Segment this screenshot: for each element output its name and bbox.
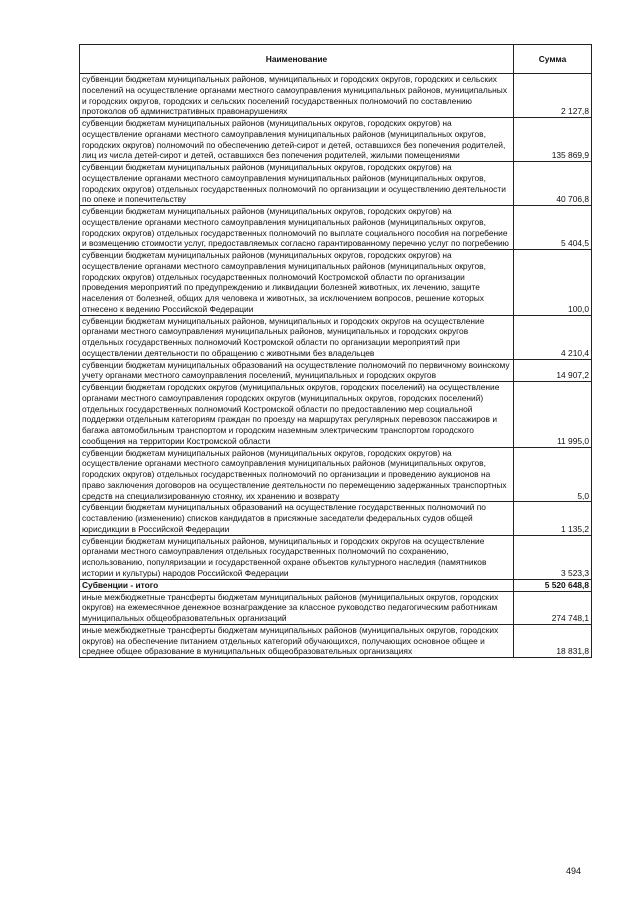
- table-row: [80, 162, 592, 206]
- row-sum-cell: 135 869,9: [514, 118, 592, 162]
- table-row: [80, 591, 592, 624]
- name-column-header: Наименование: [80, 45, 514, 74]
- row-name-cell: субвенции бюджетам муниципальных районов, муниципальных и городских округов на осуществление органами местного самоуправления муниципальных районов, муниципальных и городских округов отдельных государственных полномочий Костромской области по организации мероприятий при осуществлении деятельности по обращению с животными без владельцев: [80, 315, 514, 359]
- table-body: [80, 74, 592, 658]
- table-row: [80, 535, 592, 579]
- row-name-cell: субвенции бюджетам городских округов (муниципальных округов, городских поселений) на осуществление органами местного самоуправления городских округов (муниципальных округов, городских поселений) отдельных государственных полномочий Костромской области по предоставлению мер социальной поддержки отдельным категориям граждан по проезду на маршрутах регулярных перевозок пассажиров и багажа автомобильным транспортом и городским наземным электрическим транспортом городского сообщения на территории Костромской области: [80, 382, 514, 448]
- table-row: [80, 624, 592, 657]
- row-sum-cell: 14 907,2: [514, 359, 592, 382]
- row-sum-cell: 5,0: [514, 447, 592, 502]
- table-row: [80, 382, 592, 448]
- sum-column-header: Сумма: [514, 45, 592, 74]
- row-name-cell: субвенции бюджетам муниципальных районов, муниципальных и городских округов, городских и сельских поселений на осуществление органами местного самоуправления муниципальных районов, муниципальных и городских округов, городских и сельских поселений государственных полномочий по составлению протоколов об административных правонарушениях: [80, 74, 514, 118]
- table-row: [80, 74, 592, 118]
- row-name-cell: субвенции бюджетам муниципальных районов, муниципальных и городских округов на осуществление органами местного самоуправления отдельных государственных полномочий по сохранению, использованию, популяризации и государственной охране объектов культурного наследия (памятников истории и культуры) народов Российской Федерации: [80, 535, 514, 579]
- row-sum-cell: 11 995,0: [514, 382, 592, 448]
- row-sum-cell: 40 706,8: [514, 162, 592, 206]
- row-name-cell: субвенции бюджетам муниципальных районов (муниципальных округов, городских округов) на осуществление органами местного самоуправления муниципальных районов (муниципальных округов, городских округов) отдельных государственных полномочий по выплате социального пособия на погребение и возмещению стоимости услуг, предоставляемых согласно гарантированному перечню услуг по погребению: [80, 206, 514, 250]
- table-row: [80, 315, 592, 359]
- table-row: [80, 206, 592, 250]
- subventions-table: [79, 44, 592, 658]
- table-row: [80, 359, 592, 382]
- table-row: [80, 502, 592, 535]
- budget-document: [79, 44, 591, 658]
- row-name-cell: субвенции бюджетам муниципальных районов (муниципальных округов, городских округов) на осуществление органами местного самоуправления муниципальных районов (муниципальных округов, городских округов) полномочий по обеспечению детей-сирот и детей, оставшихся без попечения родителей, лиц из числа детей-сирот и детей, оставшихся без попечения родителей, жилыми помещениями: [80, 118, 514, 162]
- row-name-cell: субвенции бюджетам муниципальных районов (муниципальных округов, городских округов) на осуществление органами местного самоуправления муниципальных районов (муниципальных округов, городских округов) отдельных государственных полномочий по организации и осуществлению деятельности по опеке и попечительству: [80, 162, 514, 206]
- table-row: [80, 118, 592, 162]
- row-name-cell: субвенции бюджетам муниципальных образований на осуществление государственных полномочий по составлению (изменению) списков кандидатов в присяжные заседатели федеральных судов общей юрисдикции в Российской Федерации: [80, 502, 514, 535]
- row-name-cell: субвенции бюджетам муниципальных образований на осуществление полномочий по первичному воинскому учету органами местного самоуправления поселений, муниципальных и городских округов: [80, 359, 514, 382]
- row-sum-cell: 3 523,3: [514, 535, 592, 579]
- row-sum-cell: 4 210,4: [514, 315, 592, 359]
- row-sum-cell: 2 127,8: [514, 74, 592, 118]
- table-row: [80, 250, 592, 316]
- row-name-cell: Субвенции - итого: [80, 579, 514, 591]
- row-sum-cell: 274 748,1: [514, 591, 592, 624]
- row-sum-cell: 18 831,8: [514, 624, 592, 657]
- row-sum-cell: 5 404,5: [514, 206, 592, 250]
- row-sum-cell: 5 520 648,8: [514, 579, 592, 591]
- table-row: [80, 447, 592, 502]
- row-sum-cell: 1 135,2: [514, 502, 592, 535]
- page-number: 494: [566, 866, 582, 876]
- total-row: [80, 579, 592, 591]
- row-name-cell: иные межбюджетные трансферты бюджетам муниципальных районов (муниципальных округов, городских округов) на обеспечение питанием отдельных категорий обучающихся, получающих основное общее и среднее общее образование в муниципальных общеобразовательных организациях: [80, 624, 514, 657]
- row-name-cell: субвенции бюджетам муниципальных районов (муниципальных округов, городских округов) на осуществление органами местного самоуправления муниципальных районов (муниципальных округов, городских округов) отдельных государственных полномочий Костромской области по организации проведения мероприятий по предупреждению и ликвидации болезней животных, их лечению, защите населения от болезней, общих для человека и животных, за исключением вопросов, решение которых отнесено к ведению Российской Федерации: [80, 250, 514, 316]
- row-name-cell: иные межбюджетные трансферты бюджетам муниципальных районов (муниципальных округов, городских округов) на ежемесячное денежное вознаграждение за классное руководство педагогическим работникам муниципальных общеобразовательных организаций: [80, 591, 514, 624]
- row-sum-cell: 100,0: [514, 250, 592, 316]
- row-name-cell: субвенции бюджетам муниципальных районов (муниципальных округов, городских округов) на осуществление органами местного самоуправления муниципальных районов (муниципальных округов, городских округов) отдельных государственных полномочий по организации и проведению аукционов на право заключения договоров на осуществление деятельности по перемещению задержанных транспортных средств на специализированную стоянку, их хранению и возврату: [80, 447, 514, 502]
- table-header-row: [80, 45, 592, 74]
